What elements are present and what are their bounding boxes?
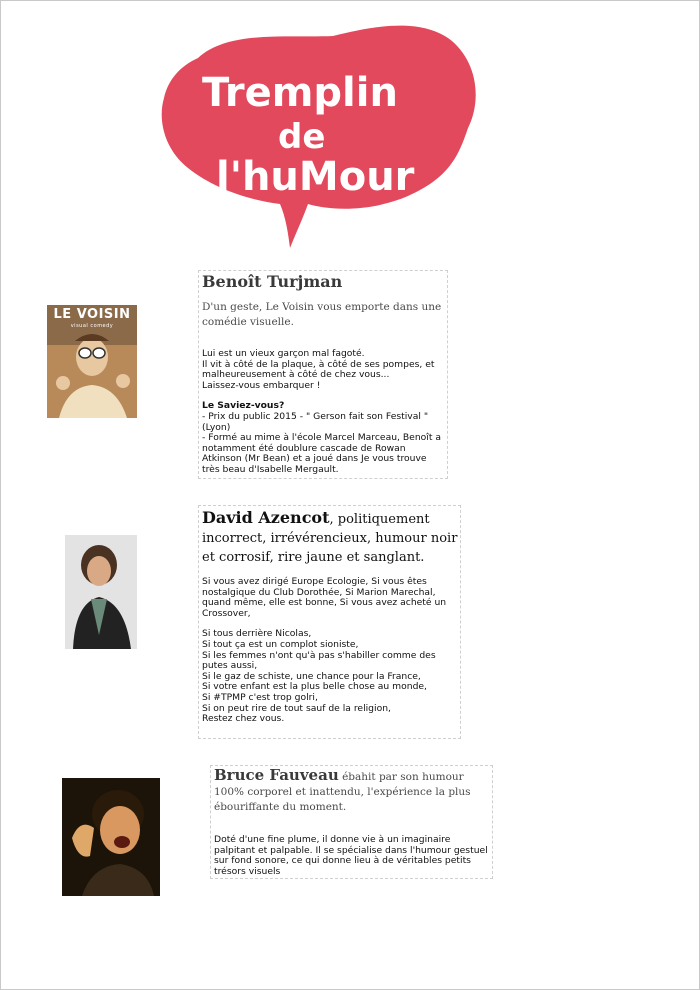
tremplin-logo — [158, 18, 480, 252]
artist-2-name: David Azencot — [202, 508, 330, 527]
artist-1-textbox — [198, 270, 448, 479]
artist-3-tagline: ébahit par son humour 100% corporel et inattendu, l'expérience la plus ébouriffante du moment. — [214, 771, 471, 813]
artist-3-headline — [214, 768, 492, 815]
artist-2-textbox — [198, 505, 461, 739]
artist-1-name: Benoît Turjman — [202, 272, 343, 291]
le-voisin-poster — [47, 305, 137, 418]
poster-title: LE VOISIN — [53, 307, 131, 322]
poster-subtitle: visual comedy — [70, 323, 114, 329]
artist-1-saviez-title: Le Saviez-vous? — [202, 400, 285, 412]
artist-3-name: Bruce Fauveau — [214, 766, 339, 784]
artist-3-textbox — [210, 765, 493, 879]
artist-2-tagline: , politiquement incorrect, irrévérencieux, humour noir et corrosif, rire jaune et sanglant. — [202, 512, 458, 565]
logo-line-1: Tremplin — [202, 70, 398, 116]
david-azencot-photo — [65, 535, 137, 649]
artist-2-description-2: Si tous derrière Nicolas, Si tout ça est un complot sioniste, Si les femmes n'ont qu'à pas s'habiller comme des putes aussi, Si le gaz de schiste, une chance pour la France, Si votre enfant est la plus belle chose au monde, Si #TPMP c'est trop golri, Si on peut rire de tout sauf de la religion, Restez chez vous. — [202, 628, 436, 725]
artist-1-description: Lui est un vieux garçon mal fagoté. Il vit à côté de la plaque, à côté de ses pompes, et malheureusement à côté de chez vous... Laissez-vous embarquer ! — [202, 348, 435, 391]
artist-2-description-1: Si vous avez dirigé Europe Ecologie, Si vous êtes nostalgique du Club Dorothée, Si Marion Marechal, quand même, elle est bonne, Si vous avez acheté un Crossover, — [202, 576, 447, 619]
artist-1-saviez-body: - Prix du public 2015 - " Gerson fait son Festival " (Lyon) - Formé au mime à l'école Marcel Marceau, Benoît a notamment été doublure cascade de Rowan Atkinson (Mr Bean) et a joué dans Je vous trouve très beau d'Isabelle Mergault. — [202, 410, 441, 475]
artist-3-description: Doté d'une fine plume, il donne vie à un imaginaire palpitant et palpable. Il se spécialise dans l'humour gestuel sur fond sonore, ce qui donne lieu à de véritables petits trésors visuels — [214, 834, 488, 877]
artist-2-headline — [202, 508, 460, 567]
logo-line-3: l'huMour — [216, 154, 415, 200]
artist-1-intro: D'un geste, Le Voisin vous emporte dans une comédie visuelle. — [202, 301, 442, 328]
bruce-fauveau-photo — [62, 778, 160, 896]
logo-line-2: de — [278, 117, 326, 157]
